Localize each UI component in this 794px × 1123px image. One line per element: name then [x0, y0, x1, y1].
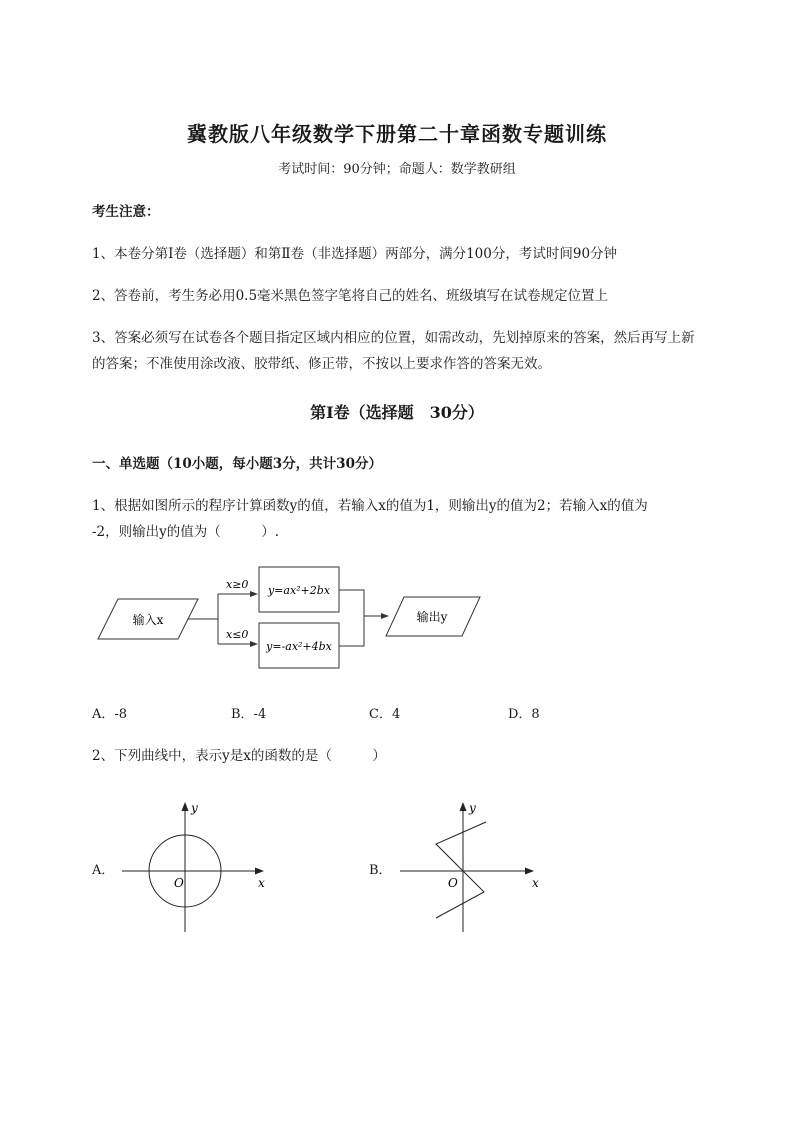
y-axis-arrow: [460, 802, 467, 811]
notes-heading: 考生注意：: [92, 204, 160, 220]
q2-graph-a: [118, 798, 278, 938]
x-axis-label: x: [532, 876, 539, 890]
x-axis-arrow: [525, 868, 534, 875]
connector: [339, 590, 364, 646]
zigzag-curve: [436, 822, 486, 918]
output-label: 输出y: [416, 610, 448, 624]
origin-label: O: [174, 876, 184, 890]
section-title: 第I卷（选择题 30分）: [310, 403, 484, 422]
arrow-head: [250, 591, 258, 597]
formula-bottom: y=-ax²+4bx: [266, 640, 332, 653]
y-axis-arrow: [182, 802, 189, 811]
exam-subtitle: 考试时间：90分钟；命题人：数学教研组: [278, 162, 516, 177]
x-axis-label: x: [258, 876, 265, 890]
note-item-3-cont: 的答案；不准使用涂改液、胶带纸、修正带，不按以上要求作答的答案无效。: [92, 356, 551, 372]
part-title: 一、单选题（10小题，每小题3分，共计30分）: [92, 456, 382, 472]
arrow-head: [250, 641, 258, 647]
origin-label: O: [448, 876, 458, 890]
q2-graph-b: [396, 798, 556, 938]
q2-graph-a-label: A．: [92, 863, 115, 878]
arrow-head: [381, 613, 389, 619]
y-axis-label: y: [469, 801, 476, 815]
q2-graph-b-label: B．: [369, 863, 392, 878]
y-axis-label: y: [191, 801, 198, 815]
q1-flowchart: [96, 560, 486, 675]
condition-bottom: x≤0: [226, 628, 249, 641]
input-label: 输入x: [132, 613, 164, 627]
note-item-2: 2、答卷前，考生务必用0.5毫米黑色签字笔将自己的姓名、班级填写在试卷规定位置上: [92, 288, 609, 304]
note-item-1: 1、本卷分第I卷（选择题）和第Ⅱ卷（非选择题）两部分，满分100分，考试时间90分钟: [92, 246, 618, 262]
q1-option-b: B．-4: [231, 707, 267, 722]
q1-option-d: D．8: [508, 707, 540, 722]
q2-stem: 2、下列曲线中，表示y是x的函数的是（ ）: [92, 748, 386, 764]
q1-stem-line1: 1、根据如图所示的程序计算函数y的值，若输入x的值为1，则输出y的值为2；若输入x的值为: [92, 498, 648, 514]
q1-stem-line2: -2，则输出y的值为（ ）.: [92, 524, 280, 540]
condition-top: x≥0: [226, 578, 249, 591]
q1-option-a: A．-8: [92, 707, 128, 722]
note-item-3: 3、答案必须写在试卷各个题目指定区域内相应的位置，如需改动，先划掉原来的答案，然后再写上新: [92, 330, 695, 346]
formula-top: y=ax²+2bx: [267, 584, 331, 597]
q1-option-c: C．4: [369, 707, 401, 722]
x-axis-arrow: [255, 868, 264, 875]
page-title: 冀教版八年级数学下册第二十章函数专题训练: [187, 122, 607, 146]
